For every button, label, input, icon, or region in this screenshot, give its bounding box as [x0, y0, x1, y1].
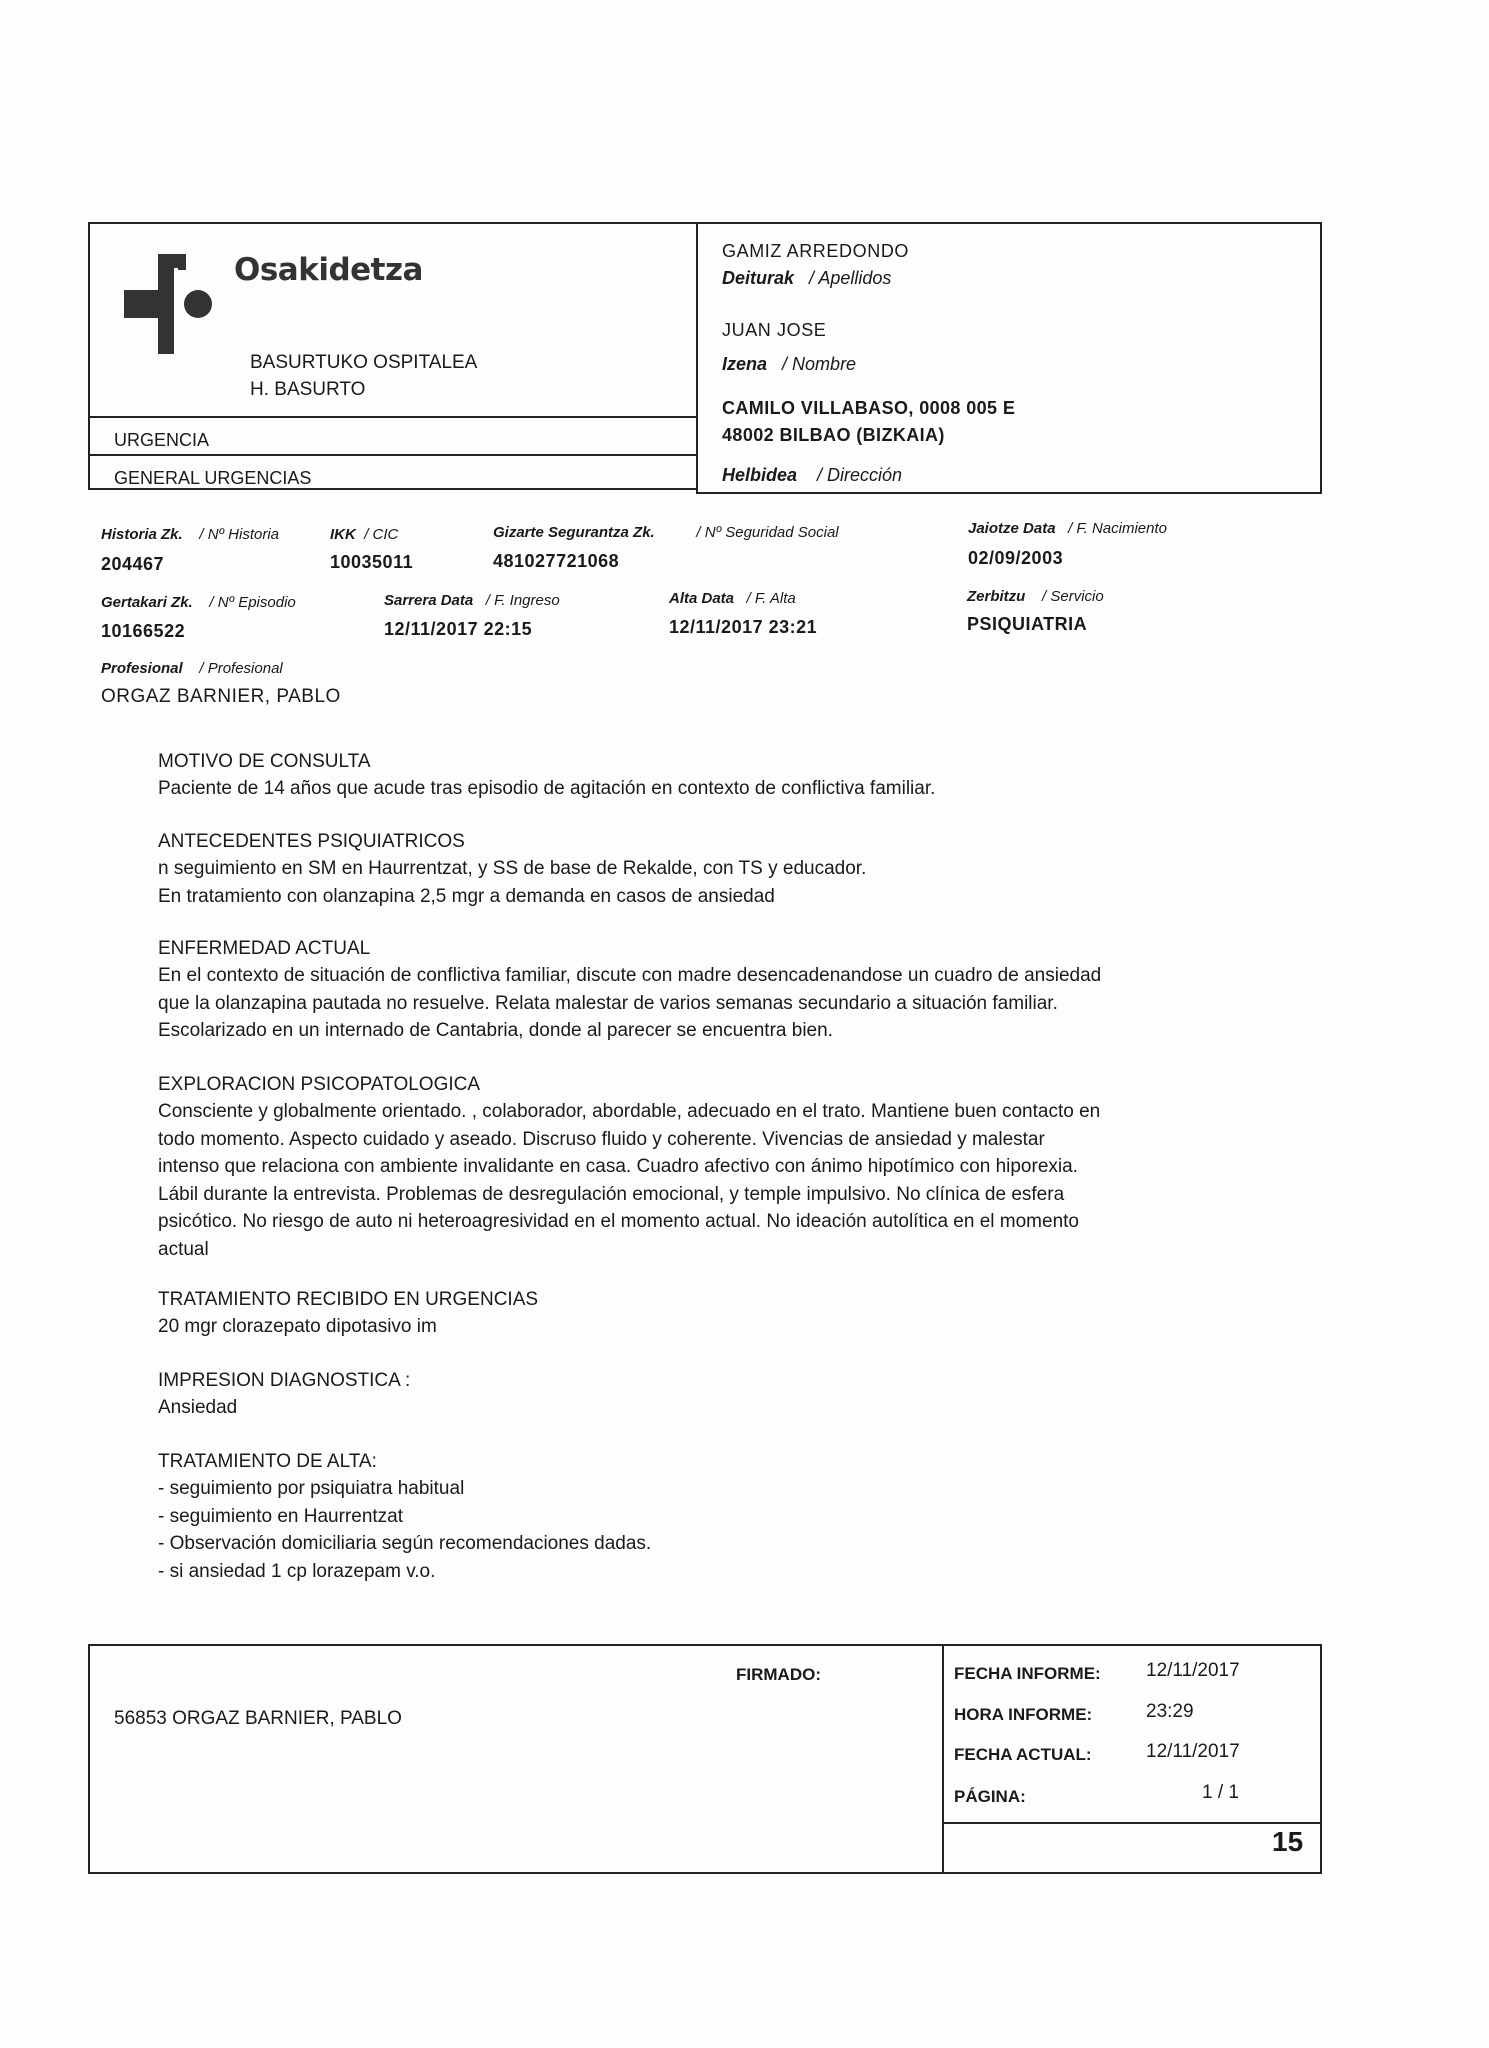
section-tratamiento-urgencias — [158, 1286, 1178, 1341]
name-label: Izena / Nombre — [722, 354, 857, 374]
signature-box — [88, 1644, 1322, 1874]
servicio-value: PSIQUIATRIA — [967, 614, 1088, 634]
section-impresion — [158, 1367, 1178, 1422]
footer-sheet-divider — [942, 1822, 1320, 1824]
hospital-name-line2: H. BASURTO — [250, 379, 366, 400]
section-antecedentes — [158, 828, 1178, 910]
fecha-actual-label: FECHA ACTUAL: — [954, 1745, 1092, 1764]
footer-divider — [942, 1644, 944, 1872]
historia-value: 204467 — [101, 554, 165, 574]
historia-label: Historia Zk. / Nº Historia — [101, 526, 280, 543]
cic-value: 10035011 — [330, 552, 414, 572]
hospital-name-line1: BASURTUKO OSPITALEA — [250, 352, 478, 373]
section-heading: MOTIVO DE CONSULTA — [158, 751, 371, 772]
hora-informe-label: HORA INFORME: — [954, 1705, 1093, 1724]
profesional-label: Profesional / Profesional — [101, 660, 283, 677]
section-line: Consciente y globalmente orientado. , colaborador, abordable, adecuado en el trato. Mantiene buen contacto en — [158, 1101, 1101, 1122]
hora-informe-value: 23:29 — [1146, 1701, 1194, 1722]
episodio-label: Gertakari Zk. / Nº Episodio — [101, 594, 296, 611]
section-line: Paciente de 14 años que acude tras episodio de agitación en contexto de conflictiva familiar. — [158, 778, 936, 799]
section-line: - seguimiento en Haurrentzat — [158, 1505, 404, 1527]
firmado-label: FIRMADO: — [736, 1665, 821, 1684]
section-line: - Observación domiciliaria según recomendaciones dadas. — [158, 1533, 652, 1554]
service-label: GENERAL URGENCIAS — [114, 468, 312, 488]
section-heading: IMPRESION DIAGNOSTICA : — [158, 1370, 411, 1391]
ingreso-value: 12/11/2017 22:15 — [384, 619, 533, 639]
unit-label: URGENCIA — [114, 430, 210, 450]
section-line: actual — [158, 1238, 209, 1260]
section-motivo — [158, 748, 1178, 803]
servicio-label: Zerbitzu / Servicio — [967, 588, 1104, 605]
section-exploracion — [158, 1071, 1178, 1263]
address-label: Helbidea / Dirección — [722, 465, 903, 485]
section-heading: EXPLORACION PSICOPATOLOGICA — [158, 1074, 481, 1095]
section-line: n seguimiento en SM en Haurrentzat, y SS de base de Rekalde, con TS y educador. — [158, 858, 867, 879]
section-enfermedad — [158, 935, 1178, 1045]
section-tratamiento-alta — [158, 1448, 1178, 1585]
section-line: psicótico. No riesgo de auto ni heteroagresividad en el momento actual. No ideación autolítica en el momento — [158, 1211, 1079, 1232]
surnames-label: Deiturak / Apellidos — [722, 268, 892, 288]
pagina-value: 1 / 1 — [1202, 1782, 1239, 1803]
section-heading: TRATAMIENTO DE ALTA: — [158, 1451, 377, 1472]
section-line: intenso que relaciona con ambiente invalidante en casa. Cuadro afectivo con ánimo hipotímico con hiporexia. — [158, 1156, 1078, 1177]
fecha-actual-value: 12/11/2017 — [1146, 1741, 1240, 1762]
ss-value: 481027721068 — [493, 551, 620, 571]
episodio-value: 10166522 — [101, 621, 186, 641]
section-line: En el contexto de situación de conflictiva familiar, discute con madre desencadenandose un cuadro de ansiedad — [158, 965, 1102, 986]
section-line: - si ansiedad 1 cp lorazepam v.o. — [158, 1560, 436, 1582]
fecha-informe-label: FECHA INFORME: — [954, 1664, 1101, 1683]
section-line: Ansiedad — [158, 1397, 238, 1418]
fecha-informe-value: 12/11/2017 — [1146, 1660, 1240, 1681]
section-line: todo momento. Aspecto cuidado y aseado. Discruso fluido y coherente. Vivencias de ansiedad y malestar — [158, 1128, 1045, 1150]
section-line: Escolarizado en un internado de Cantabria, donde al parecer se encuentra bien. — [158, 1020, 833, 1041]
address-line2: 48002 BILBAO (BIZKAIA) — [722, 425, 945, 445]
ss-label: Gizarte Segurantza Zk. / Nº Seguridad Social — [493, 524, 839, 541]
signer-name: 56853 ORGAZ BARNIER, PABLO — [114, 1708, 402, 1729]
patient-surnames: GAMIZ ARREDONDO — [722, 241, 910, 261]
alta-value: 12/11/2017 23:21 — [669, 617, 818, 637]
section-line: - seguimiento por psiquiatra habitual — [158, 1478, 465, 1499]
section-heading: ENFERMEDAD ACTUAL — [158, 938, 371, 959]
nacimiento-value: 02/09/2003 — [968, 548, 1064, 568]
brand-name: Osakidetza — [234, 252, 423, 288]
section-heading: TRATAMIENTO RECIBIDO EN URGENCIAS — [158, 1289, 539, 1310]
nacimiento-label: Jaiotze Data / F. Nacimiento — [968, 520, 1167, 537]
cic-label: IKK / CIC — [330, 526, 399, 543]
ingreso-label: Sarrera Data / F. Ingreso — [384, 592, 560, 609]
section-line: 20 mgr clorazepato dipotasivo im — [158, 1316, 437, 1337]
section-line: En tratamiento con olanzapina 2,5 mgr a demanda en casos de ansiedad — [158, 885, 775, 907]
patient-name: JUAN JOSE — [722, 320, 827, 340]
sheet-number: 15 — [1272, 1826, 1304, 1857]
profesional-value: ORGAZ BARNIER, PABLO — [101, 686, 341, 707]
pagina-label: PÁGINA: — [954, 1787, 1026, 1806]
address-line1: CAMILO VILLABASO, 0008 005 E — [722, 398, 1016, 418]
osakidetza-logo-icon — [124, 254, 220, 354]
section-line: que la olanzapina pautada no resuelve. Relata malestar de varios semanas secundario a situación familiar. — [158, 992, 1058, 1014]
alta-label: Alta Data / F. Alta — [669, 590, 796, 607]
section-heading: ANTECEDENTES PSIQUIATRICOS — [158, 831, 465, 852]
section-line: Lábil durante la entrevista. Problemas de desregulación emocional, y temple impulsivo. No clínica de esfera — [158, 1183, 1065, 1205]
